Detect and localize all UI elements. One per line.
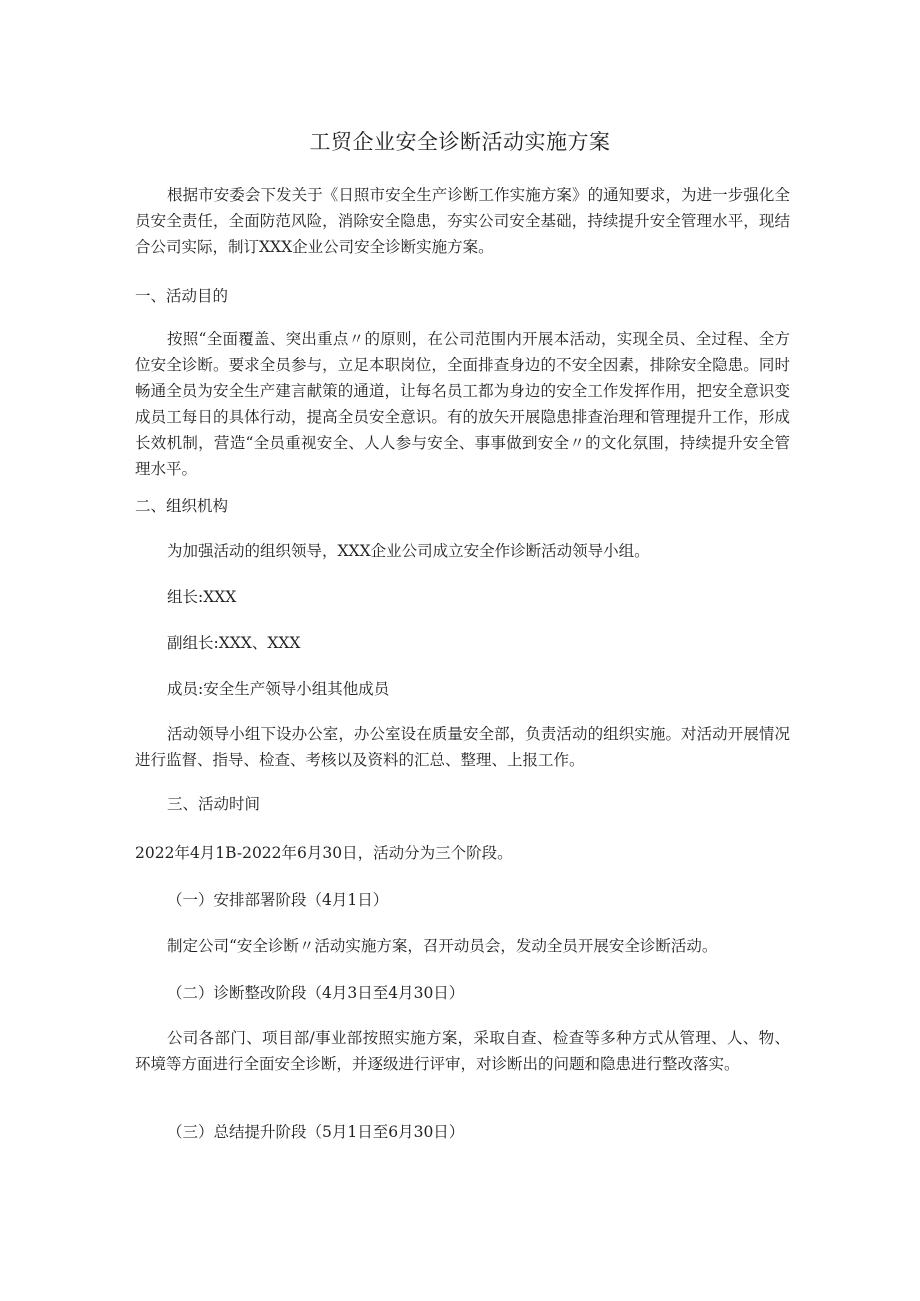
members-line: 成员:安全生产领导小组其他成员 — [167, 680, 390, 698]
time-range-line: 2022年4月1B-2022年6月30日，活动分为三个阶段。 — [135, 844, 513, 862]
document-title: 工贸企业安全诊断活动实施方案 — [309, 130, 611, 154]
phase-1-heading: （一）安排部署阶段（4月1日） — [167, 891, 389, 909]
section-2-intro: 为加强活动的组织领导，XXX企业公司成立安全作诊断活动领导小组。 — [167, 542, 650, 560]
phase-2-paragraph: 公司各部门、项目部/事业部按照实施方案，采取自查、检查等多种方式从管理、人、物、环境等方面进行全面安全诊断，并逐级进行评审，对诊断出的问题和隐患进行整改落实。 — [135, 1029, 790, 1073]
section-1-heading: 一、活动目的 — [135, 287, 229, 305]
section-1-paragraph: 按照“全面覆盖、突出重点〃的原则，在公司范围内开展本活动，实现全员、全过程、全方位安全诊断。要求全员参与，立足本职岗位，全面排查身边的不安全因素，排除安全隐患。同时畅通全员为安全生产建言献策的通道，让每名员工都为身边的安全工作发挥作用，把安全意识变成员工每日的具体行动，提高全员安全意识。有的放矢开展隐患排查治理和管理提升工作，形成长效机制，营造“全员重视安全、人人参与安全、事事做到安全〃的文化氛围，持续提升安全管理水平。 — [135, 330, 790, 478]
phase-2-heading: （二）诊断整改阶段（4月3日至4月30日） — [167, 984, 465, 1002]
office-paragraph: 活动领导小组下设办公室，办公室设在质量安全部，负责活动的组织实施。对活动开展情况进行监督、指导、检查、考核以及资料的汇总、整理、上报工作。 — [135, 725, 790, 769]
deputy-leader-line: 副组长:XXX、XXX — [167, 634, 301, 652]
section-3-heading: 三、活动时间 — [167, 795, 261, 813]
phase-3-heading: （三）总结提升阶段（5月1日至6月30日） — [167, 1123, 465, 1141]
section-2-heading: 二、组织机构 — [135, 497, 229, 515]
leader-line: 组长:XXX — [167, 588, 237, 606]
intro-paragraph: 根据市安委会下发关于《日照市安全生产诊断工作实施方案》的通知要求，为进一步强化全员安全责任，全面防范风险，消除安全隐患，夯实公司安全基础，持续提升安全管理水平，现结合公司实际，制订XXX企业公司安全诊断实施方案。 — [135, 186, 790, 256]
phase-1-body: 制定公司“安全诊断〃活动实施方案，召开动员会，发动全员开展安全诊断活动。 — [167, 937, 718, 955]
